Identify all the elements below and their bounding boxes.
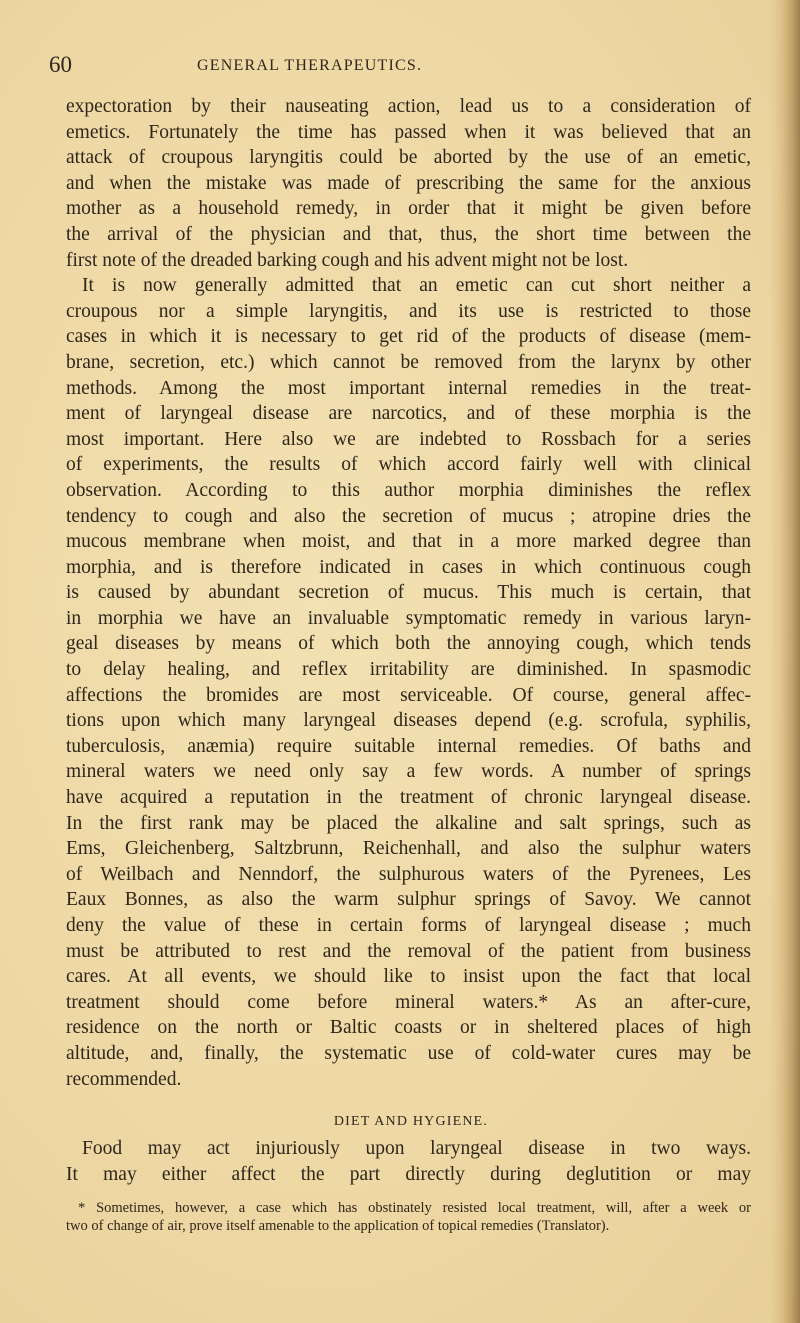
text-line: have acquired a reputation in the treatment of chronic laryngeal disease.	[66, 787, 751, 809]
text-line: Ems, Gleichenberg, Saltzbrunn, Reichenhall, and also the sulphur waters	[66, 838, 751, 860]
paragraph-2	[66, 273, 751, 1092]
body-text	[66, 94, 751, 1092]
footnote-line: * Sometimes, however, a case which has obstinately resisted local treatment, will, after a week or	[78, 1200, 751, 1216]
text-line: mother as a household remedy, in order that it might be given before	[66, 198, 751, 220]
text-line: of experiments, the results of which accord fairly well with clinical	[66, 454, 751, 476]
footnote-line: two of change of air, prove itself amenable to the application of topical remedies (Translator).	[66, 1218, 610, 1234]
footnote	[66, 1199, 751, 1235]
text-line: affections the bromides are most serviceable. Of course, general affec-	[66, 684, 751, 706]
text-line: Food may act injuriously upon laryngeal disease in two ways.	[82, 1138, 751, 1159]
text-line: in morphia we have an invaluable symptomatic remedy in various laryn-	[66, 607, 751, 629]
text-line: and when the mistake was made of prescribing the same for the anxious	[66, 172, 751, 194]
text-line: first note of the dreaded barking cough and his advent might not be lost.	[66, 249, 629, 271]
paragraph-1	[66, 94, 751, 273]
text-line: expectoration by their nauseating action, lead us to a consideration of	[66, 96, 751, 117]
text-line: of Weilbach and Nenndorf, the sulphurous waters of the Pyrenees, Les	[66, 863, 751, 885]
text-line: croupous nor a simple laryngitis, and its use is restricted to those	[66, 300, 751, 322]
text-line: recommended.	[66, 1068, 182, 1090]
section-body	[66, 1136, 751, 1188]
text-line: It is now generally admitted that an emetic can cut short neither a	[82, 275, 751, 297]
text-line: tions upon which many laryngeal diseases depend (e.g. scrofula, syphilis,	[66, 710, 751, 732]
text-line: treatment should come before mineral waters.* As an after-cure,	[66, 991, 751, 1013]
text-line: residence on the north or Baltic coasts or in sheltered places of high	[66, 1017, 751, 1039]
text-line: tendency to cough and also the secretion of mucus ; atropine dries the	[66, 505, 751, 527]
text-line: observation. According to this author morphia diminishes the reflex	[66, 479, 751, 501]
text-line: ment of laryngeal disease are narcotics, and of these morphia is the	[66, 403, 751, 425]
text-line: emetics. Fortunately the time has passed when it was believed that an	[66, 121, 751, 143]
text-line: It may either affect the part directly during deglutition or may	[66, 1164, 751, 1185]
text-line: must be attributed to rest and the removal of the patient from business	[66, 940, 751, 962]
running-title: GENERAL THERAPEUTICS.	[197, 57, 423, 74]
text-line: mineral waters we need only say a few words. A number of springs	[66, 761, 751, 783]
text-line: geal diseases by means of which both the annoying cough, which tends	[66, 633, 751, 655]
text-line: attack of croupous laryngitis could be aborted by the use of an emetic,	[66, 147, 751, 169]
section-heading: DIET AND HYGIENE.	[333, 1114, 489, 1129]
text-line: mucous membrane when moist, and that in a more marked degree than	[66, 531, 751, 553]
text-line: most important. Here also we are indebted to Rossbach for a series	[66, 428, 751, 450]
page-number: 60	[49, 52, 72, 77]
text-line: In the first rank may be placed the alkaline and salt springs, such as	[66, 812, 751, 834]
text-line: to delay healing, and reflex irritability are diminished. In spasmodic	[66, 659, 751, 681]
text-line: cases in which it is necessary to get rid of the products of disease (mem-	[66, 326, 751, 348]
text-line: the arrival of the physician and that, thus, the short time between the	[66, 223, 751, 245]
text-line: is caused by abundant secretion of mucus. This much is certain, that	[66, 582, 751, 604]
text-line: brane, secretion, etc.) which cannot be removed from the larynx by other	[66, 351, 751, 373]
running-head	[49, 52, 729, 78]
text-line: Eaux Bonnes, as also the warm sulphur springs of Savoy. We cannot	[66, 889, 751, 911]
text-line: altitude, and, finally, the systematic use of cold-water cures may be	[66, 1042, 751, 1064]
text-line: cares. At all events, we should like to insist upon the fact that local	[66, 966, 751, 988]
text-line: tuberculosis, anæmia) require suitable internal remedies. Of baths and	[66, 735, 751, 757]
text-line: morphia, and is therefore indicated in cases in which continuous cough	[66, 556, 751, 578]
text-line: methods. Among the most important internal remedies in the treat-	[66, 377, 751, 399]
text-line: deny the value of these in certain forms of laryngeal disease ; much	[66, 915, 751, 936]
